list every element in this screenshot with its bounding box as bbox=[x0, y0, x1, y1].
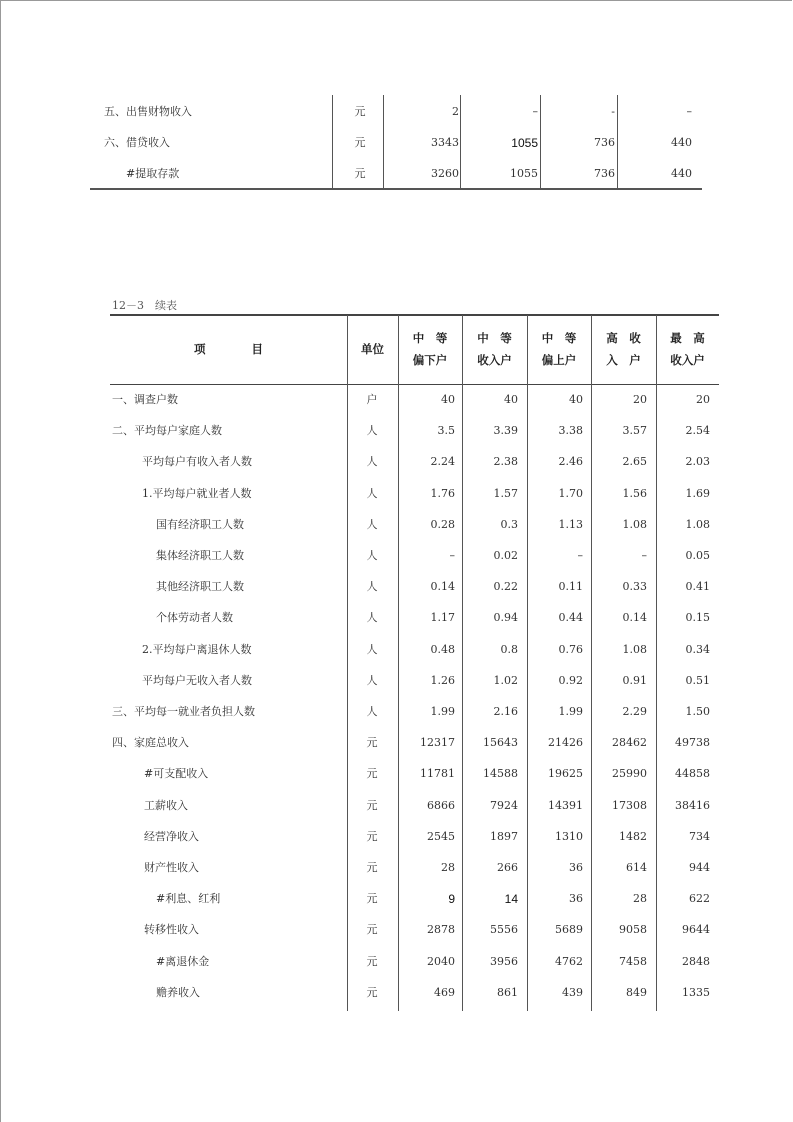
row-value: 7924 bbox=[490, 798, 518, 812]
row-value: 20 bbox=[696, 393, 710, 406]
row-value: 1.56 bbox=[622, 486, 647, 500]
row-value: 0.51 bbox=[685, 673, 710, 687]
row-value: 9 bbox=[448, 892, 455, 907]
row-unit: 元 bbox=[366, 985, 378, 999]
row-value: 0.91 bbox=[622, 673, 647, 687]
row-value: 14588 bbox=[483, 767, 518, 781]
row-item-label: 五、出售财物收入 bbox=[104, 105, 192, 118]
row-value: 36 bbox=[569, 861, 583, 874]
column-divider bbox=[332, 95, 333, 188]
row-value: 4762 bbox=[555, 954, 583, 968]
row-value: 0.33 bbox=[622, 580, 647, 594]
row-value: 1.69 bbox=[685, 486, 710, 500]
header-col-5-line2: 收入户 bbox=[670, 353, 705, 367]
table-caption: 12－3 续表 bbox=[112, 299, 177, 312]
row-value: 1335 bbox=[682, 985, 710, 999]
row-value: 3956 bbox=[490, 954, 518, 968]
row-unit: 元 bbox=[366, 767, 378, 781]
column-divider bbox=[656, 315, 657, 1011]
row-unit: 元 bbox=[366, 798, 378, 812]
row-value: 469 bbox=[434, 985, 455, 999]
column-divider bbox=[347, 315, 348, 1011]
row-item-label: #提取存款 bbox=[126, 167, 180, 180]
row-unit: 人 bbox=[366, 549, 378, 562]
row-value: 14 bbox=[504, 892, 518, 907]
row-item-label: 个体劳动者人数 bbox=[156, 611, 233, 625]
row-value: 622 bbox=[689, 892, 710, 906]
row-value: 440 bbox=[671, 167, 692, 180]
row-value: 736 bbox=[594, 136, 615, 149]
row-value: 5689 bbox=[555, 923, 583, 937]
row-value: 1.70 bbox=[558, 486, 583, 500]
row-unit: 元 bbox=[366, 829, 378, 843]
row-value: 849 bbox=[626, 985, 647, 999]
row-value: 1.08 bbox=[622, 517, 647, 531]
row-value: 2.29 bbox=[622, 705, 647, 718]
row-item-label: 工薪收入 bbox=[144, 798, 188, 812]
row-value: 20 bbox=[633, 393, 647, 406]
row-value: 440 bbox=[671, 136, 692, 149]
row-value: 1055 bbox=[510, 167, 538, 180]
row-value: 2.16 bbox=[493, 705, 518, 718]
header-col-3-line1: 中 等 bbox=[541, 331, 577, 345]
row-value: 1.17 bbox=[430, 611, 455, 625]
row-value: 0.11 bbox=[558, 580, 583, 594]
header-col-1-line2: 偏下户 bbox=[412, 353, 448, 367]
column-divider bbox=[383, 95, 384, 188]
row-unit: 户 bbox=[366, 393, 378, 406]
row-value: – bbox=[686, 105, 692, 118]
row-value: 1897 bbox=[490, 829, 518, 843]
row-value: 40 bbox=[504, 393, 518, 406]
row-value: 3.38 bbox=[558, 424, 583, 438]
column-divider bbox=[617, 95, 618, 188]
row-value: 3343 bbox=[431, 136, 459, 149]
column-divider bbox=[462, 315, 463, 1011]
row-value: 736 bbox=[594, 167, 615, 180]
row-unit: 人 bbox=[366, 517, 378, 531]
row-unit: 元 bbox=[354, 167, 366, 180]
row-value: 21426 bbox=[548, 736, 583, 750]
row-value: 0.22 bbox=[493, 580, 518, 594]
row-value: - bbox=[611, 105, 615, 118]
header-unit: 单位 bbox=[361, 342, 384, 356]
row-value: 2.46 bbox=[558, 455, 583, 469]
row-value: 1.57 bbox=[493, 486, 518, 500]
header-col-1 bbox=[398, 327, 462, 371]
row-item-label: 国有经济职工人数 bbox=[156, 517, 244, 531]
header-col-5-line1: 最 高 bbox=[670, 331, 705, 345]
row-unit: 元 bbox=[354, 136, 366, 149]
row-unit: 元 bbox=[366, 954, 378, 968]
column-divider bbox=[398, 315, 399, 1011]
row-value: 38416 bbox=[675, 798, 710, 812]
row-value: 1.02 bbox=[493, 673, 518, 687]
row-value: 0.44 bbox=[558, 611, 583, 625]
header-col-2-line1: 中 等 bbox=[477, 331, 512, 345]
row-value: 19625 bbox=[548, 767, 583, 781]
row-item-label: 集体经济职工人数 bbox=[156, 549, 244, 562]
header-col-3 bbox=[527, 327, 591, 371]
row-item-label: 平均每户有收入者人数 bbox=[142, 455, 252, 469]
row-value: 1.13 bbox=[558, 517, 583, 531]
row-unit: 元 bbox=[366, 923, 378, 937]
row-value: 6866 bbox=[427, 798, 455, 812]
row-unit: 人 bbox=[366, 642, 378, 656]
row-value: 0.92 bbox=[558, 673, 583, 687]
header-col-2 bbox=[462, 327, 527, 371]
row-value: 944 bbox=[689, 861, 710, 874]
column-divider bbox=[540, 95, 541, 188]
row-value: 0.3 bbox=[500, 517, 518, 531]
row-value: 0.28 bbox=[430, 517, 455, 531]
row-value: 9058 bbox=[619, 923, 647, 937]
row-value: 3260 bbox=[431, 167, 459, 180]
row-value: 7458 bbox=[619, 954, 647, 968]
row-value: 28462 bbox=[612, 736, 647, 750]
row-item-label: 三、平均每一就业者负担人数 bbox=[112, 705, 255, 718]
row-value: 2.03 bbox=[685, 455, 710, 469]
row-value: 1.99 bbox=[558, 705, 583, 718]
row-value: 0.34 bbox=[685, 642, 710, 656]
row-item-label: 其他经济职工人数 bbox=[156, 580, 244, 594]
row-unit: 人 bbox=[366, 486, 378, 500]
row-unit: 人 bbox=[366, 424, 378, 438]
row-value: 40 bbox=[569, 393, 583, 406]
row-value: 2 bbox=[452, 105, 459, 118]
row-value: 0.94 bbox=[493, 611, 518, 625]
row-item-label: 六、借贷收入 bbox=[104, 136, 170, 149]
row-value: 266 bbox=[497, 861, 518, 874]
header-col-4-line2: 入 户 bbox=[606, 353, 641, 367]
row-unit: 元 bbox=[354, 105, 366, 118]
row-value: – bbox=[641, 549, 647, 562]
row-value: 0.76 bbox=[558, 642, 583, 656]
row-item-label: #离退休金 bbox=[156, 954, 210, 968]
row-value: 1.76 bbox=[430, 486, 455, 500]
row-value: 1310 bbox=[555, 829, 583, 843]
row-value: 1482 bbox=[619, 829, 647, 843]
row-unit: 人 bbox=[366, 673, 378, 687]
header-col-4-line1: 高 收 bbox=[606, 331, 641, 345]
row-value: 36 bbox=[569, 892, 583, 906]
row-value: 1055 bbox=[511, 136, 538, 150]
row-value: 0.02 bbox=[493, 549, 518, 562]
row-value: 1.26 bbox=[430, 673, 455, 687]
row-value: 2.65 bbox=[622, 455, 647, 469]
row-value: 0.05 bbox=[685, 549, 710, 562]
row-value: 15643 bbox=[483, 736, 518, 750]
row-item-label: 转移性收入 bbox=[144, 923, 199, 937]
row-value: 2.24 bbox=[430, 455, 455, 469]
header-col-1-line1: 中 等 bbox=[412, 331, 448, 345]
row-item-label: 财产性收入 bbox=[144, 861, 199, 874]
row-item-label: 四、家庭总收入 bbox=[112, 736, 189, 750]
column-divider bbox=[591, 315, 592, 1011]
header-col-5 bbox=[656, 327, 719, 371]
row-value: 734 bbox=[689, 829, 710, 843]
row-item-label: 1.平均每户就业者人数 bbox=[142, 486, 252, 500]
table-bottom-rule bbox=[90, 188, 702, 190]
row-item-label: 二、平均每户家庭人数 bbox=[112, 424, 222, 438]
row-value: 14391 bbox=[548, 798, 583, 812]
row-value: 2.54 bbox=[685, 424, 710, 438]
row-value: 1.08 bbox=[685, 517, 710, 531]
row-value: 861 bbox=[497, 985, 518, 999]
column-divider bbox=[460, 95, 461, 188]
row-value: 0.15 bbox=[685, 611, 710, 625]
row-item-label: #利息、红利 bbox=[156, 892, 221, 906]
row-unit: 人 bbox=[366, 705, 378, 718]
row-value: 11781 bbox=[420, 767, 455, 781]
row-value: 25990 bbox=[612, 767, 647, 781]
row-value: 40 bbox=[441, 393, 455, 406]
row-value: 2040 bbox=[427, 954, 455, 968]
row-value: 0.8 bbox=[500, 642, 518, 656]
row-value: 2.38 bbox=[493, 455, 518, 469]
row-item-label: 一、调查户数 bbox=[112, 393, 178, 406]
row-unit: 人 bbox=[366, 580, 378, 594]
table-top-rule bbox=[110, 314, 719, 316]
row-value: 0.14 bbox=[430, 580, 455, 594]
row-item-label: 平均每户无收入者人数 bbox=[142, 673, 252, 687]
row-item-label: #可支配收入 bbox=[144, 767, 209, 781]
row-value: 3.5 bbox=[437, 424, 455, 438]
header-item: 项 目 bbox=[194, 342, 263, 356]
row-unit: 元 bbox=[366, 892, 378, 906]
row-unit: 人 bbox=[366, 611, 378, 625]
row-value: 9644 bbox=[682, 923, 710, 937]
row-value: 1.50 bbox=[685, 705, 710, 718]
row-value: 5556 bbox=[490, 923, 518, 937]
row-value: 0.48 bbox=[430, 642, 455, 656]
row-value: 12317 bbox=[420, 736, 455, 750]
row-value: 49738 bbox=[675, 736, 710, 750]
row-value: 2545 bbox=[427, 829, 455, 843]
row-value: 2848 bbox=[682, 954, 710, 968]
row-item-label: 经营净收入 bbox=[144, 829, 199, 843]
row-value: – bbox=[532, 105, 538, 118]
row-value: 2878 bbox=[427, 923, 455, 937]
row-value: 0.41 bbox=[685, 580, 710, 594]
row-value: 0.14 bbox=[622, 611, 647, 625]
row-value: – bbox=[577, 549, 583, 562]
row-value: 28 bbox=[633, 892, 647, 906]
row-value: – bbox=[449, 549, 455, 562]
row-value: 3.39 bbox=[493, 424, 518, 438]
row-item-label: 赡养收入 bbox=[156, 985, 200, 999]
header-col-2-line2: 收入户 bbox=[477, 353, 512, 367]
header-bottom-rule bbox=[110, 384, 719, 385]
row-unit: 元 bbox=[366, 736, 378, 750]
row-unit: 人 bbox=[366, 455, 378, 469]
row-value: 614 bbox=[626, 861, 647, 874]
row-value: 3.57 bbox=[622, 424, 647, 438]
row-value: 17308 bbox=[612, 798, 647, 812]
row-value: 44858 bbox=[675, 767, 710, 781]
row-value: 439 bbox=[562, 985, 583, 999]
row-item-label: 2.平均每户离退休人数 bbox=[142, 642, 252, 656]
row-value: 28 bbox=[441, 861, 455, 874]
header-col-3-line2: 偏上户 bbox=[541, 353, 577, 367]
row-value: 1.08 bbox=[622, 642, 647, 656]
row-unit: 元 bbox=[366, 861, 378, 874]
header-col-4 bbox=[591, 327, 656, 371]
row-value: 1.99 bbox=[430, 705, 455, 718]
column-divider bbox=[527, 315, 528, 1011]
